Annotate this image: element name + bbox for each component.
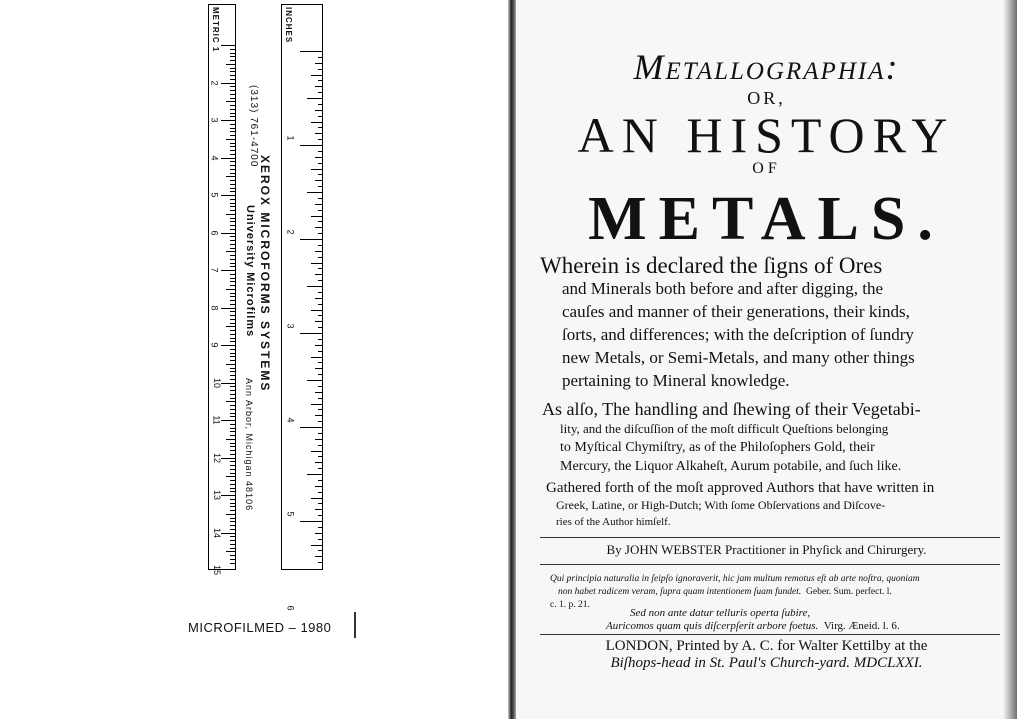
ruler-tick (230, 431, 235, 432)
quote-line: non habet radicem veram, ſupra quam intentionem ſuam fundet. (558, 587, 802, 597)
ruler-tick (318, 445, 322, 446)
microfilmed-label: MICROFILMED – 1980 (188, 620, 332, 635)
book-gutter (508, 0, 516, 719)
rule-top (540, 537, 1000, 538)
ruler-number: 2 (285, 229, 296, 235)
ruler-tick (230, 266, 235, 267)
ruler-tick (230, 536, 235, 537)
ruler-tick (318, 151, 322, 152)
ruler-tick (226, 64, 235, 65)
ruler-tick (230, 278, 235, 279)
ruler-tick (318, 163, 322, 164)
ruler-tick (311, 75, 322, 76)
ruler-tick (318, 233, 322, 234)
ruler-tick (230, 540, 235, 541)
ruler-tick (230, 229, 235, 230)
ruler-tick (230, 244, 235, 245)
ruler-tick (230, 109, 235, 110)
description-line: Wherein is declared the ſigns of Ores (540, 253, 883, 278)
ruler-tick (230, 428, 235, 429)
ruler-tick (221, 533, 235, 534)
ruler-tick (230, 293, 235, 294)
ruler-tick (226, 476, 235, 477)
also-line: lity, and the diſcuſſion of the moſt difficult Queſtions belonging (560, 421, 889, 436)
ruler-tick (221, 383, 235, 384)
gathered-paragraph (546, 480, 934, 531)
ruler-tick (221, 158, 235, 159)
ruler-tick (230, 150, 235, 151)
ruler-tick (230, 356, 235, 357)
ruler-tick (230, 184, 235, 185)
ruler-tick (230, 68, 235, 69)
ruler-tick (230, 255, 235, 256)
ruler-number: 5 (209, 192, 220, 198)
description-line: cauſes and manner of their generations, their kinds, (562, 302, 910, 321)
ruler-number: 10 (212, 377, 223, 388)
ruler-tick (230, 161, 235, 162)
ruler-tick (300, 333, 322, 334)
ruler-number: 12 (212, 452, 223, 463)
ruler-tick (318, 351, 322, 352)
division-name: University Microfilms (244, 205, 256, 338)
ruler-tick (300, 427, 322, 428)
ruler-tick (315, 157, 322, 158)
ruler-tick (318, 362, 322, 363)
ruler-tick (230, 323, 235, 324)
ruler-tick (230, 386, 235, 387)
geber-reference: Geber. Sum. perfect. l. (806, 587, 892, 597)
ruler-tick (315, 439, 322, 440)
ruler-tick (315, 415, 322, 416)
imprint (516, 638, 1017, 672)
ruler-tick (230, 319, 235, 320)
ruler-tick (230, 71, 235, 72)
ruler-tick (230, 165, 235, 166)
ruler-tick (230, 281, 235, 282)
ruler-tick (315, 533, 322, 534)
ruler-tick (311, 263, 322, 264)
ruler-tick (318, 515, 322, 516)
ruler-tick (230, 206, 235, 207)
ruler-tick (226, 401, 235, 402)
ruler-tick (230, 413, 235, 414)
author-line: By JOHN WEBSTER Practitioner in Phyſick and Chirurgery. (606, 542, 927, 557)
ruler-tick (315, 180, 322, 181)
ruler-number: 13 (212, 489, 223, 501)
ruler-tick (230, 218, 235, 219)
quote-line: Qui principia naturalia in ſeipſo ignoraverit, hic jam multum remotus eſt ab arte noſtra, quoniam (550, 574, 920, 584)
ruler-tick (230, 135, 235, 136)
ruler-tick (230, 529, 235, 530)
ruler-tick (311, 169, 322, 170)
ruler-tick (230, 79, 235, 80)
ruler-tick (230, 510, 235, 511)
ruler-tick (318, 174, 322, 175)
ruler-tick (318, 245, 322, 246)
ruler-tick (300, 145, 322, 146)
ruler-tick (230, 113, 235, 114)
ruler-tick (300, 51, 322, 52)
ruler-tick (230, 416, 235, 417)
ruler-number: 1 (285, 135, 296, 141)
ruler-number: 11 (211, 415, 222, 425)
ruler-tick (226, 551, 235, 552)
ruler-tick (221, 420, 235, 421)
ruler-tick (315, 556, 322, 557)
ruler-tick (311, 451, 322, 452)
ruler-number: 6 (209, 229, 220, 236)
metric-ruler (208, 4, 236, 576)
ruler-tick (230, 559, 235, 560)
description-line: and Minerals both before and after digging, the (562, 279, 884, 298)
ruler-tick (230, 548, 235, 549)
ruler-number: 9 (209, 342, 220, 348)
ruler-tick (318, 315, 322, 316)
ruler-tick (307, 192, 322, 193)
ruler-tick (318, 386, 322, 387)
ruler-tick (230, 259, 235, 260)
ruler-tick (230, 450, 235, 451)
ruler-tick (230, 465, 235, 466)
ruler-tick (315, 368, 322, 369)
ruler-tick (230, 311, 235, 312)
ruler-tick (230, 349, 235, 350)
rule-bottom (540, 634, 1000, 635)
metric-ruler-label: METRIC 1 (211, 7, 220, 53)
ruler-tick (230, 240, 235, 241)
ruler-tick (230, 424, 235, 425)
ruler-tick (315, 486, 322, 487)
ruler-tick (230, 338, 235, 339)
ruler-tick (318, 92, 322, 93)
ruler-tick (230, 191, 235, 192)
ruler-tick (318, 398, 322, 399)
ruler-tick (311, 545, 322, 546)
ruler-tick (230, 390, 235, 391)
ruler-tick (230, 521, 235, 522)
ruler-tick (226, 364, 235, 365)
ruler-tick (318, 539, 322, 540)
ruler-tick (311, 404, 322, 405)
ruler-tick (230, 285, 235, 286)
description-line: ſorts, and differences; with the deſcription of ſundry (562, 325, 914, 344)
imprint-line: Biſhops-head in St. Paul's Church-yard. MDCLXXI. (610, 655, 923, 671)
ruler-tick (230, 491, 235, 492)
rule-mid (540, 564, 1000, 565)
company-name: XEROX MICROFORMS SYSTEMS (258, 155, 272, 393)
ruler-tick (318, 421, 322, 422)
ruler-tick (315, 86, 322, 87)
description-paragraph (540, 254, 915, 392)
quote-line: c. 1. p. 21. (550, 600, 590, 610)
ruler-tick (221, 458, 235, 459)
ruler-tick (230, 90, 235, 91)
ruler-tick (230, 60, 235, 61)
quote-line: Auricomos quam quis diſcerpſerit arbore foetus. (606, 620, 819, 632)
ruler-tick (318, 292, 322, 293)
phone-number: (313) 761-4700 (248, 85, 259, 168)
gathered-line: Gathered forth of the moſt approved Authors that have written in (546, 480, 935, 496)
ruler-tick (318, 468, 322, 469)
ruler-tick (230, 180, 235, 181)
quote-line: Sed non ante datur telluris operta ſubire, (630, 607, 811, 619)
ruler-tick (230, 555, 235, 556)
ruler-tick (230, 53, 235, 54)
ruler-number: 15 (212, 564, 223, 576)
ruler-tick (315, 509, 322, 510)
ruler-tick (318, 210, 322, 211)
ruler-tick (307, 286, 322, 287)
ruler-tick (318, 562, 322, 563)
ruler-tick (230, 518, 235, 519)
divider (354, 612, 356, 638)
ruler-tick (230, 454, 235, 455)
ruler-tick (230, 143, 235, 144)
ruler-tick (230, 128, 235, 129)
ruler-tick (226, 289, 235, 290)
ruler-tick (315, 204, 322, 205)
also-paragraph (542, 400, 921, 476)
ruler-number: 4 (285, 417, 296, 423)
ruler-tick (307, 380, 322, 381)
ruler-tick (230, 330, 235, 331)
ruler-tick (315, 274, 322, 275)
ruler-tick (230, 398, 235, 399)
ruler-tick (311, 310, 322, 311)
ruler-tick (315, 462, 322, 463)
ruler-tick (230, 263, 235, 264)
ruler-tick (230, 221, 235, 222)
title-an-history: AN HISTORY (577, 107, 956, 163)
ruler-number: 2 (209, 79, 220, 86)
ruler-tick (315, 392, 322, 393)
ruler-tick (230, 300, 235, 301)
ruler-tick (221, 195, 235, 196)
inches-ruler (281, 4, 323, 611)
ruler-tick (318, 139, 322, 140)
ruler-tick (230, 75, 235, 76)
ruler-tick (226, 214, 235, 215)
imprint-line: LONDON, Printed by A. C. for Walter Kettilby at the (605, 638, 928, 654)
ruler-tick (221, 308, 235, 309)
ruler-number: 6 (285, 605, 296, 611)
ruler-tick (230, 435, 235, 436)
inches-ruler-label: INCHES (284, 7, 293, 44)
ruler-tick (318, 527, 322, 528)
ruler-tick (230, 341, 235, 342)
ruler-tick (226, 514, 235, 515)
ruler-tick (318, 339, 322, 340)
ruler-tick (226, 326, 235, 327)
ruler-tick (230, 368, 235, 369)
ruler-tick (318, 104, 322, 105)
ruler-tick (226, 176, 235, 177)
ruler-tick (318, 221, 322, 222)
ruler-number: 14 (212, 527, 223, 538)
ruler-tick (307, 98, 322, 99)
ruler-tick (318, 69, 322, 70)
ruler-tick (221, 495, 235, 496)
ruler-tick (230, 169, 235, 170)
title-of: OF (752, 160, 781, 177)
ruler-tick (318, 304, 322, 305)
ruler-tick (230, 405, 235, 406)
ruler-tick (230, 56, 235, 57)
ruler-tick (230, 86, 235, 87)
title-metallographia: Metallographia: (633, 47, 900, 87)
ruler-tick (221, 83, 235, 84)
ruler-number: 3 (285, 323, 296, 329)
ruler-tick (318, 433, 322, 434)
ruler-tick (230, 225, 235, 226)
ruler-tick (318, 550, 322, 551)
ruler-tick (315, 133, 322, 134)
ruler-tick (230, 525, 235, 526)
ruler-tick (230, 173, 235, 174)
ruler-tick (230, 461, 235, 462)
ruler-tick (318, 198, 322, 199)
ruler-tick (230, 188, 235, 189)
ruler-tick (230, 248, 235, 249)
ruler-number: 8 (209, 304, 220, 311)
ruler-tick (315, 110, 322, 111)
ruler-tick (221, 120, 235, 121)
ruler-tick (315, 227, 322, 228)
ruler-tick (318, 503, 322, 504)
ruler-tick (230, 154, 235, 155)
ruler-tick (230, 506, 235, 507)
ruler-tick (221, 270, 235, 271)
ruler-tick (230, 484, 235, 485)
ruler-tick (230, 544, 235, 545)
ruler-tick (226, 251, 235, 252)
ruler-tick (230, 353, 235, 354)
ruler-tick (230, 443, 235, 444)
ruler-tick (221, 45, 235, 46)
ruler-tick (226, 101, 235, 102)
ruler-tick (230, 296, 235, 297)
ruler-tick (315, 298, 322, 299)
title-page (516, 0, 1017, 719)
ruler-number: 3 (209, 117, 220, 123)
ruler-tick (315, 321, 322, 322)
ruler-tick (230, 94, 235, 95)
ruler-tick (230, 446, 235, 447)
ruler-tick (318, 492, 322, 493)
ruler-tick (311, 357, 322, 358)
ruler-number: 7 (209, 267, 220, 273)
ruler-tick (230, 394, 235, 395)
title-or: OR, (747, 88, 786, 108)
ruler-tick (230, 334, 235, 335)
gathered-line: ries of the Author himſelf. (556, 516, 671, 528)
ruler-tick (230, 304, 235, 305)
ruler-tick (230, 480, 235, 481)
ruler-tick (318, 480, 322, 481)
also-line: to Myſtical Chymiſtry, as of the Philoſophers Gold, their (560, 440, 875, 455)
description-line: pertaining to Mineral knowledge. (562, 371, 790, 390)
ruler-tick (230, 210, 235, 211)
ruler-tick (311, 122, 322, 123)
ruler-tick (230, 499, 235, 500)
description-line: new Metals, or Semi-Metals, and many other things (562, 348, 915, 367)
ruler-tick (230, 49, 235, 50)
ruler-tick (318, 127, 322, 128)
ruler-tick (230, 199, 235, 200)
gathered-line: Greek, Latine, or High-Dutch; With ſome Obſervations and Diſcove- (556, 498, 886, 512)
ruler-tick (315, 251, 322, 252)
ruler-tick (230, 371, 235, 372)
ruler-tick (230, 469, 235, 470)
ruler-tick (226, 139, 235, 140)
ruler-tick (318, 116, 322, 117)
ruler-tick (230, 488, 235, 489)
also-line: Mercury, the Liquor Alkaheſt, Aurum potabile, and ſuch like. (560, 459, 902, 474)
ruler-tick (307, 474, 322, 475)
ruler-tick (318, 374, 322, 375)
ruler-tick (230, 315, 235, 316)
ruler-tick (230, 116, 235, 117)
ruler-tick (318, 456, 322, 457)
ruler-tick (230, 274, 235, 275)
ruler-tick (300, 521, 322, 522)
ruler-tick (230, 203, 235, 204)
ruler-tick (318, 280, 322, 281)
ruler-tick (318, 80, 322, 81)
ruler-tick (230, 563, 235, 564)
ruler-tick (230, 409, 235, 410)
also-line: As alſo, The handling and ſhewing of their Vegetabi- (542, 399, 921, 419)
virgil-reference: Virg. Æneid. l. 6. (823, 620, 900, 632)
ruler-tick (318, 409, 322, 410)
virgil-quote (606, 607, 900, 633)
ruler-tick (315, 345, 322, 346)
ruler-tick (230, 375, 235, 376)
ruler-tick (230, 124, 235, 125)
ruler-tick (230, 146, 235, 147)
ruler-number: 4 (209, 154, 220, 161)
ruler-tick (230, 503, 235, 504)
ruler-tick (300, 239, 322, 240)
title-metals: METALS. (588, 185, 945, 253)
ruler-tick (230, 379, 235, 380)
ruler-tick (311, 498, 322, 499)
ruler-tick (221, 233, 235, 234)
ruler-tick (318, 257, 322, 258)
ruler-tick (230, 236, 235, 237)
ruler-tick (318, 186, 322, 187)
ruler-tick (230, 131, 235, 132)
address: Ann Arbor, Michigan 48106 (244, 378, 254, 512)
ruler-number: 5 (285, 511, 296, 517)
ruler-tick (318, 268, 322, 269)
ruler-tick (311, 216, 322, 217)
ruler-tick (318, 57, 322, 58)
ruler-tick (318, 327, 322, 328)
ruler-tick (315, 63, 322, 64)
ruler-tick (230, 473, 235, 474)
ruler-tick (230, 360, 235, 361)
ruler-tick (221, 345, 235, 346)
ruler-tick (230, 105, 235, 106)
ruler-tick (226, 439, 235, 440)
ruler-tick (230, 98, 235, 99)
